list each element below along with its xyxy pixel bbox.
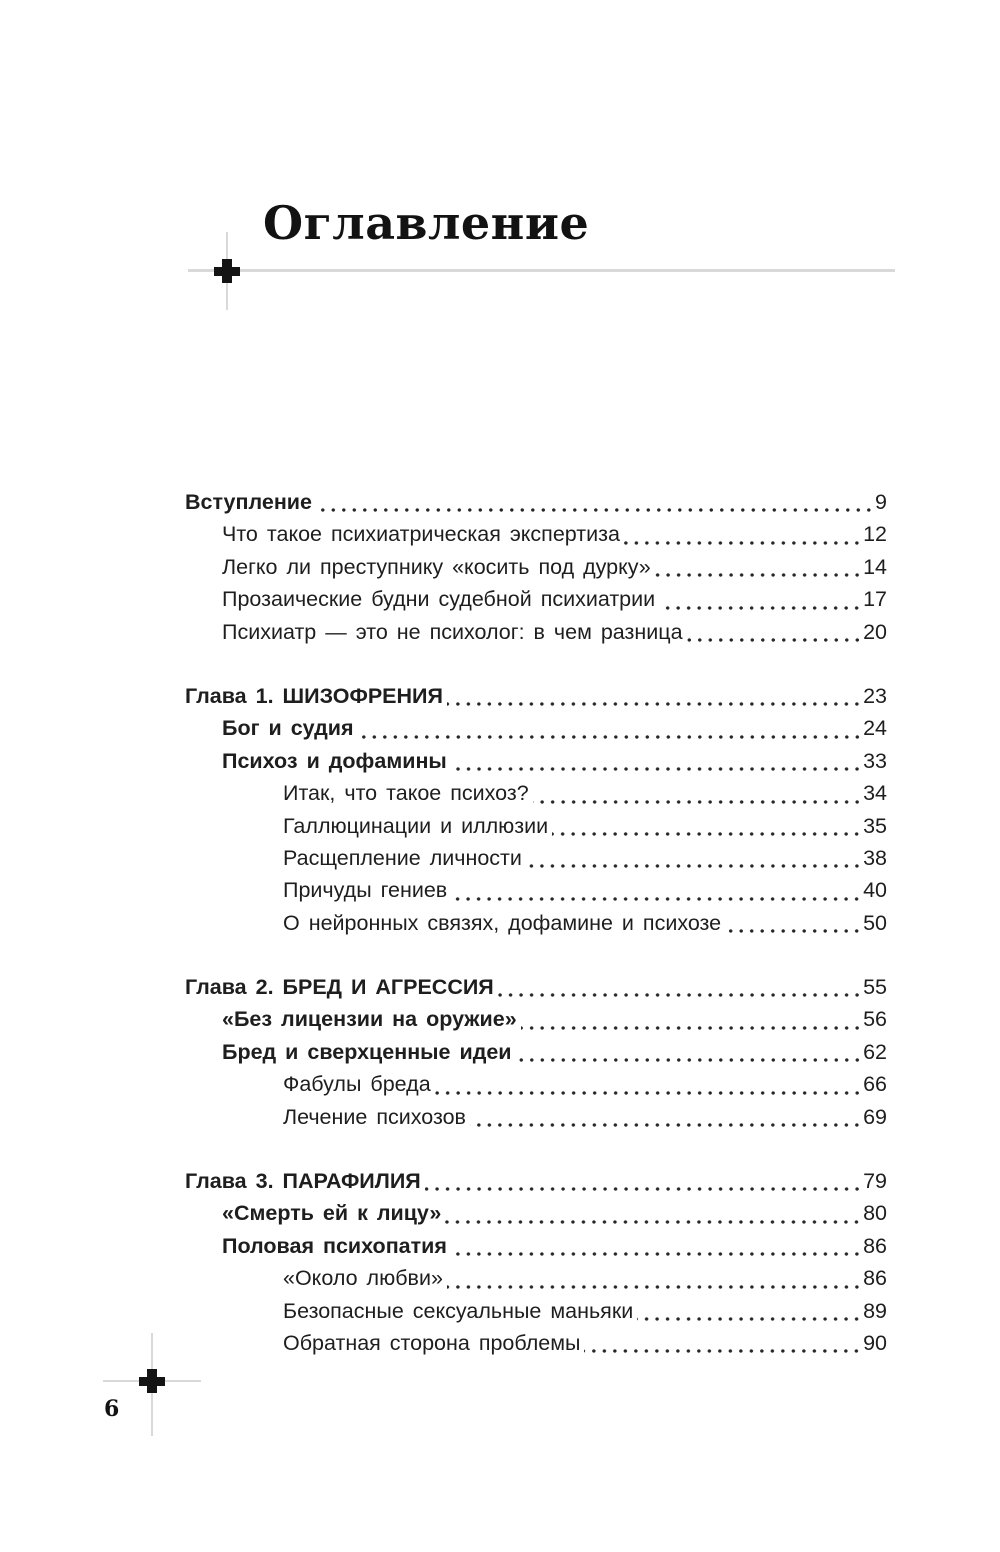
toc-entry-page-number: 35 <box>863 813 887 838</box>
toc-entry <box>185 1197 887 1229</box>
toc-section <box>185 1165 887 1359</box>
plus-crosshair-icon <box>139 1369 165 1393</box>
toc-entry-label: Психоз и дофамины <box>222 748 447 773</box>
toc-entry-label: Легко ли преступнику «косить под дурку» <box>222 554 651 579</box>
toc-entry <box>185 810 887 842</box>
table-of-contents <box>185 486 887 1359</box>
dot-leader <box>447 702 862 706</box>
toc-entry-page-number: 62 <box>863 1039 887 1064</box>
plus-crosshair-icon <box>214 259 240 283</box>
toc-entry <box>185 680 887 712</box>
dot-leader <box>725 929 862 933</box>
toc-entry-label: Что такое психиатрическая экспертиза <box>222 522 620 547</box>
toc-entry <box>185 777 887 809</box>
toc-entry <box>185 1262 887 1294</box>
toc-entry-page-number: 55 <box>863 975 887 1000</box>
dot-leader <box>316 508 874 512</box>
toc-entry <box>185 1230 887 1262</box>
toc-entry <box>185 971 887 1003</box>
toc-entry-page-number: 20 <box>863 619 887 644</box>
toc-section <box>185 680 887 939</box>
toc-entry <box>185 1295 887 1327</box>
page-title: Оглавление <box>263 196 590 250</box>
toc-entry-label: «Без лицензии на оружие» <box>222 1007 517 1032</box>
dot-leader <box>447 1285 862 1289</box>
title-divider-rule <box>188 269 895 272</box>
toc-entry-page-number: 24 <box>863 716 887 741</box>
toc-entry-page-number: 90 <box>863 1330 887 1355</box>
toc-entry-label: Расщепление личности <box>283 845 522 870</box>
toc-entry-page-number: 34 <box>863 781 887 806</box>
toc-entry <box>185 583 887 615</box>
toc-entry <box>185 1003 887 1035</box>
toc-entry-page-number: 38 <box>863 845 887 870</box>
toc-entry <box>185 907 887 939</box>
dot-leader <box>470 1123 862 1127</box>
dot-leader <box>637 1317 862 1321</box>
toc-entry-label: Фабулы бреда <box>283 1072 431 1097</box>
dot-leader <box>584 1349 862 1353</box>
toc-entry-label: Лечение психозов <box>283 1104 466 1129</box>
toc-entry <box>185 712 887 744</box>
dot-leader <box>498 993 862 997</box>
toc-entry <box>185 874 887 906</box>
toc-entry-page-number: 12 <box>863 522 887 547</box>
toc-entry-page-number: 66 <box>863 1072 887 1097</box>
dot-leader <box>655 573 862 577</box>
toc-entry-label: Глава 2. БРЕД И АГРЕССИЯ <box>185 975 494 1000</box>
dot-leader <box>624 541 862 545</box>
dot-leader <box>451 767 862 771</box>
toc-entry-page-number: 69 <box>863 1104 887 1129</box>
toc-entry-page-number: 89 <box>863 1298 887 1323</box>
folio-page-number: 6 <box>104 1396 120 1422</box>
toc-entry-page-number: 80 <box>863 1201 887 1226</box>
dot-leader <box>425 1187 862 1191</box>
toc-entry-label: Причуды гениев <box>283 878 448 903</box>
toc-entry <box>185 745 887 777</box>
dot-leader <box>526 864 862 868</box>
toc-entry-label: Глава 3. ПАРАФИЛИЯ <box>185 1169 421 1194</box>
toc-entry-page-number: 86 <box>863 1266 887 1291</box>
dot-leader <box>451 1252 862 1256</box>
toc-entry-page-number: 86 <box>863 1233 887 1258</box>
toc-entry-label: Глава 1. ШИЗОФРЕНИЯ <box>185 683 443 708</box>
toc-entry-page-number: 79 <box>863 1169 887 1194</box>
toc-entry <box>185 486 887 518</box>
toc-entry-label: «Около любви» <box>283 1266 443 1291</box>
toc-entry-page-number: 23 <box>863 683 887 708</box>
toc-entry <box>185 1101 887 1133</box>
dot-leader <box>552 832 862 836</box>
toc-entry <box>185 1165 887 1197</box>
toc-entry-label: Бред и сверхценные идеи <box>222 1039 512 1064</box>
toc-entry <box>185 551 887 583</box>
toc-entry <box>185 1327 887 1359</box>
dot-leader <box>445 1220 862 1224</box>
toc-entry <box>185 1036 887 1068</box>
toc-entry-page-number: 50 <box>863 910 887 935</box>
toc-section <box>185 486 887 648</box>
toc-entry-label: «Смерть ей к лицу» <box>222 1201 442 1226</box>
toc-entry <box>185 842 887 874</box>
toc-entry-page-number: 14 <box>863 554 887 579</box>
toc-entry-page-number: 9 <box>875 490 887 514</box>
toc-entry-label: Половая психопатия <box>222 1233 447 1258</box>
toc-entry-page-number: 33 <box>863 748 887 773</box>
toc-entry-label: Итак, что такое психоз? <box>283 781 529 806</box>
toc-entry <box>185 1068 887 1100</box>
toc-entry-page-number: 40 <box>863 878 887 903</box>
toc-entry-label: О нейронных связях, дофамине и психозе <box>283 910 722 935</box>
dot-leader <box>521 1026 862 1030</box>
toc-entry-label: Обратная сторона проблемы <box>283 1330 581 1355</box>
dot-leader <box>435 1091 862 1095</box>
toc-entry-label: Психиатр — это не психолог: в чем разница <box>222 619 683 644</box>
dot-leader <box>687 638 863 642</box>
toc-entry-label: Безопасные сексуальные маньяки <box>283 1298 634 1323</box>
dot-leader <box>533 800 862 804</box>
toc-section <box>185 971 887 1133</box>
toc-entry-label: Бог и судия <box>222 716 354 741</box>
dot-leader <box>451 897 862 901</box>
toc-entry-label: Вступление <box>185 490 312 514</box>
dot-leader <box>659 606 862 610</box>
toc-entry <box>185 616 887 648</box>
toc-entry <box>185 518 887 550</box>
dot-leader <box>358 735 863 739</box>
toc-entry-label: Прозаические будни судебной психиатрии <box>222 587 656 612</box>
dot-leader <box>516 1058 863 1062</box>
toc-entry-page-number: 56 <box>863 1007 887 1032</box>
toc-entry-page-number: 17 <box>863 587 887 612</box>
toc-entry-label: Галлюцинации и иллюзии <box>283 813 549 838</box>
